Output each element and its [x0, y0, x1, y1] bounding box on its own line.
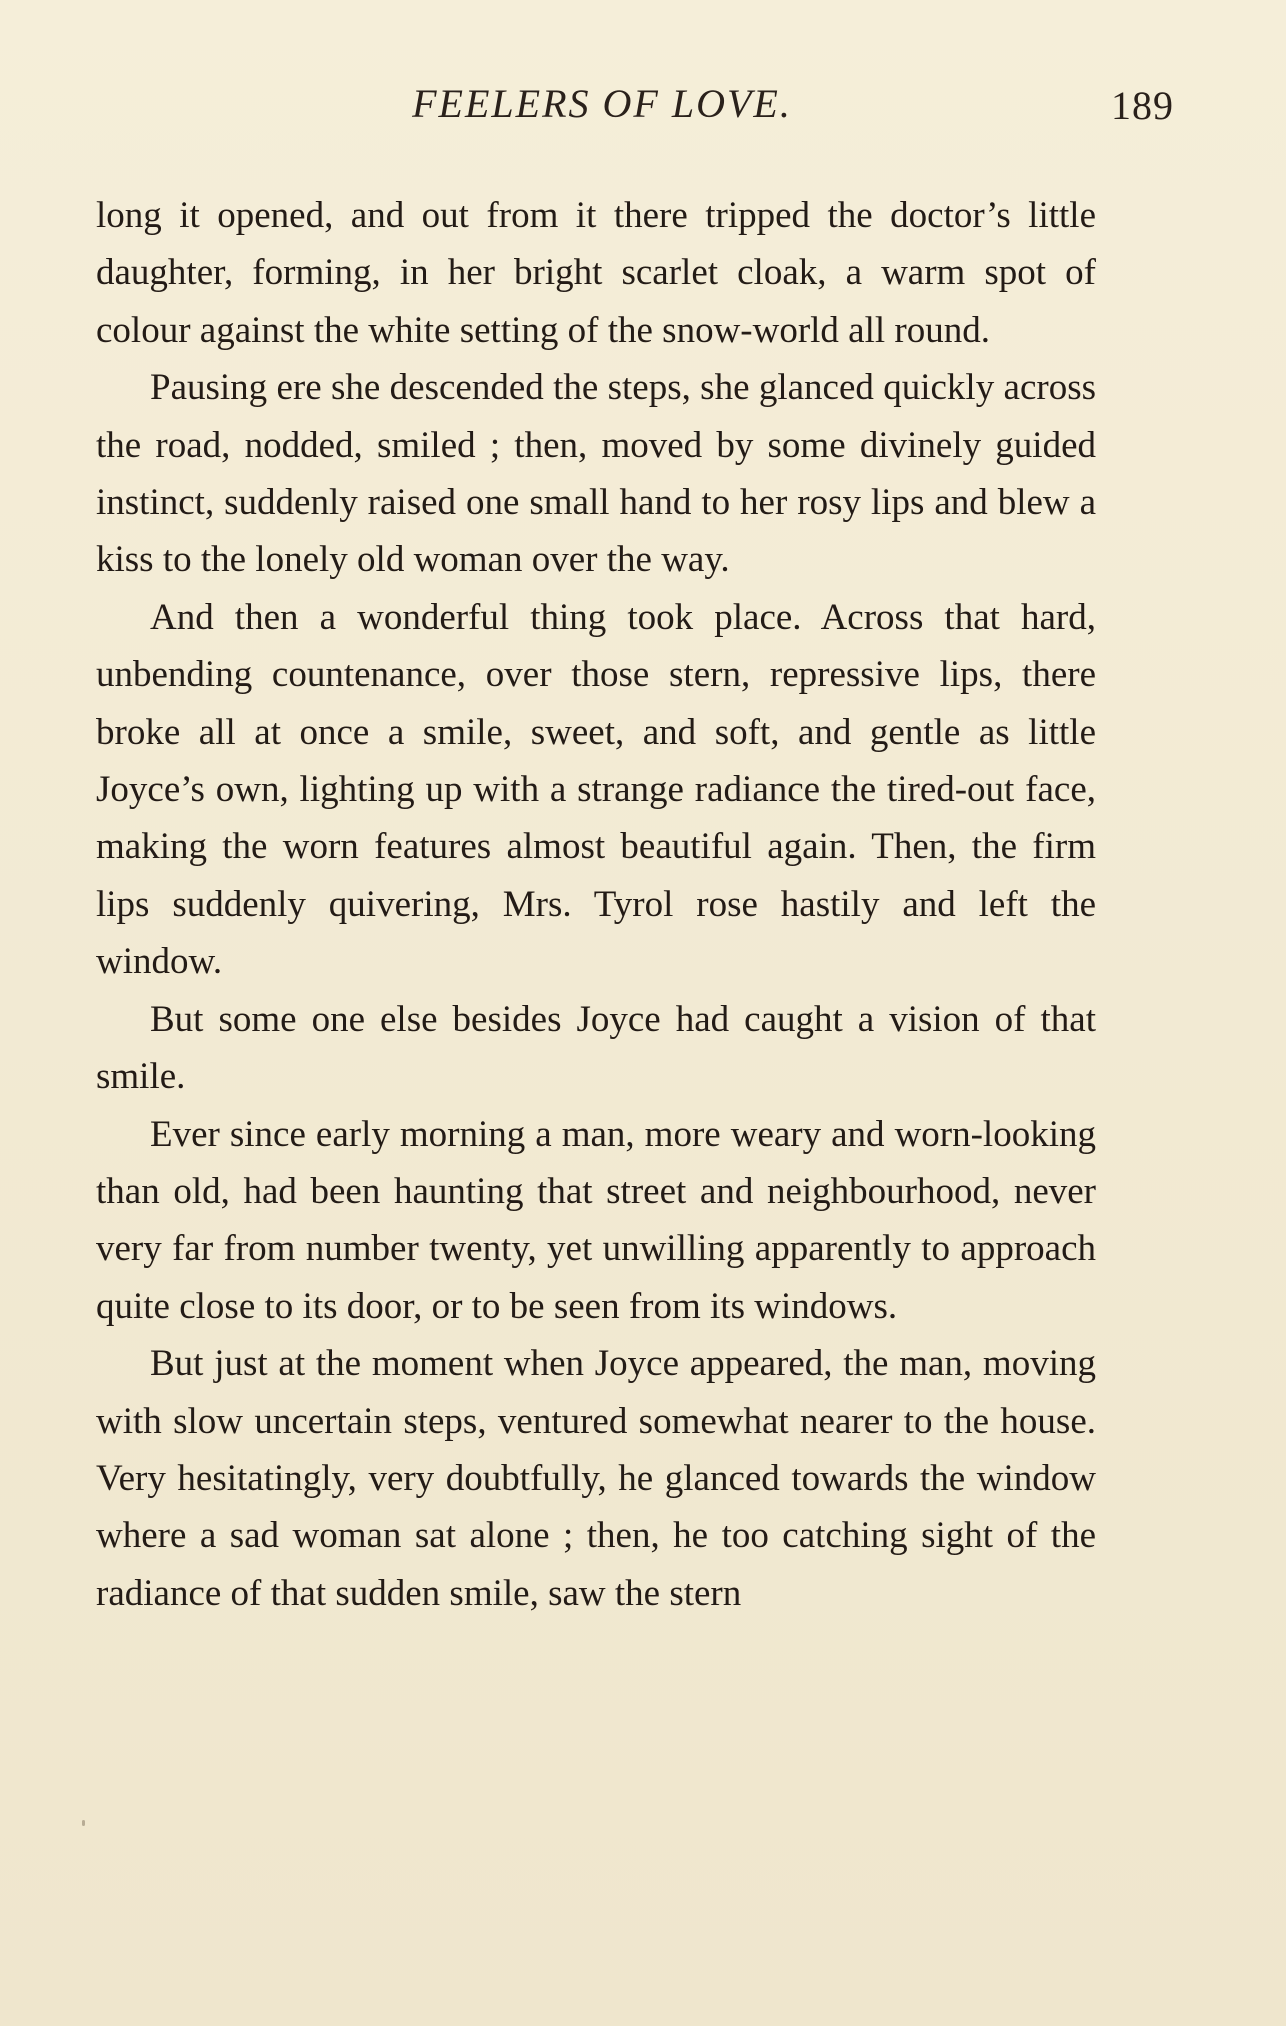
- paragraph-continuation: long it opened, and out from it there tripped the doctor’s little daughter, forming, in her bright scarlet cloak, a warm spot of colour against the white setting of the snow-world all round.: [96, 195, 1096, 351]
- paper-speck: [82, 1820, 85, 1826]
- paragraph: And then a wonderful thing took place. Across that hard, unbending countenance, over those stern, repressive lips, there broke all at once a smile, sweet, and soft, and gentle as little Joyce’s own, lighting up with a strange radiance the tired-out face, making the worn features almost beautiful again. Then, the firm lips suddenly quivering, Mrs. Tyrol rose hastily and left the window.: [96, 596, 1096, 983]
- paragraph: Pausing ere she descended the steps, she glanced quickly across the road, nodded, smiled ; then, moved by some divinely guided instinct, suddenly raised one small hand to her rosy lips and blew a kiss to the lonely old woman over the way.: [96, 367, 1096, 581]
- running-title: FEELERS OF LOVE.: [412, 81, 792, 126]
- paragraph: But some one else besides Joyce had caught a vision of that smile.: [96, 998, 1096, 1098]
- body-text: [96, 187, 1096, 1622]
- paragraph: Ever since early morning a man, more weary and worn-looking than old, had been haunting that street and neighbourhood, never very far from number twenty, yet unwilling apparently to approach quite close to its door, or to be seen from its windows.: [96, 1113, 1096, 1327]
- page-header: [96, 80, 1174, 128]
- paragraph: But just at the moment when Joyce appeared, the man, moving with slow uncertain steps, ventured somewhat nearer to the house. Very hesitatingly, very doubtfully, he glanced towards the window where a sad woman sat alone ; then, he too catching sight of the radiance of that sudden smile, saw the stern: [96, 1343, 1096, 1614]
- page-number: 189: [1111, 83, 1174, 128]
